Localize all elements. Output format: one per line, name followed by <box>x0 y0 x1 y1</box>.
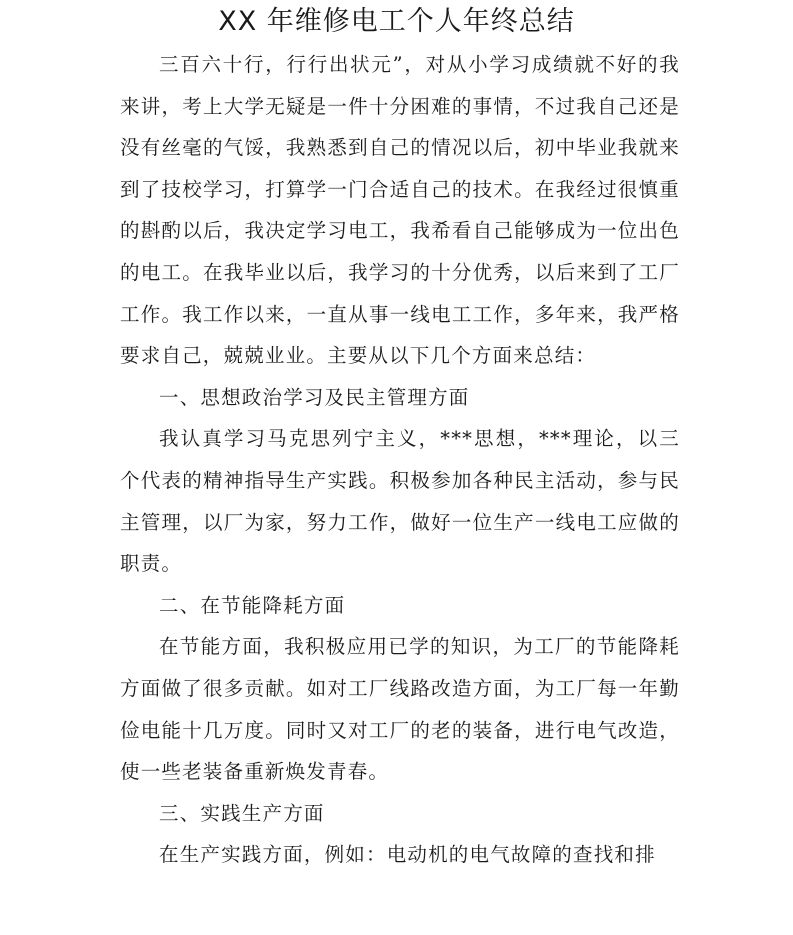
intro-paragraph: 三百六十行，行行出状元”，对从小学习成绩就不好的我来讲，考上大学无疑是一件十分困难的事情，不过我自己还是没有丝毫的气馁，我熟悉到自己的情况以后，初中毕业我就来到了技校学习，打算学一门合适自己的技术。在我经过很慎重的斟酌以后，我决定学习电工，我希看自己能够成为一位出色的电工。在我毕业以后，我学习的十分优秀，以后来到了工厂工作。我工作以来，一直从事一线电工工作，多年来，我严格要求自己，兢兢业业。主要从以下几个方面来总结： <box>120 53 680 368</box>
section-heading-energy: 二、在节能降耗方面 <box>159 593 346 617</box>
politics-paragraph: 我认真学习马克思列宁主义，***思想，***理论，以三个代表的精神指导生产实践。积极参加各种民主活动，参与民主管理，以厂为家，努力工作，做好一位生产一线电工应做的职责。 <box>120 427 680 576</box>
document-body <box>120 44 680 876</box>
section-heading-politics: 一、思想政治学习及民主管理方面 <box>159 385 470 409</box>
energy-paragraph: 在节能方面，我积极应用已学的知识，为工厂的节能降耗方面做了很多贡献。如对工厂线路改造方面，为工厂每一年勤俭电能十几万度。同时又对工厂的老的装备，进行电气改造，使一些老装备重新焕发青春。 <box>120 635 680 784</box>
practice-paragraph: 在生产实践方面，例如：电动机的电气故障的查找和排 <box>159 843 656 867</box>
section-heading-practice: 三、实践生产方面 <box>159 801 325 825</box>
document-title: XX 年维修电工个人年终总结 <box>218 6 575 37</box>
